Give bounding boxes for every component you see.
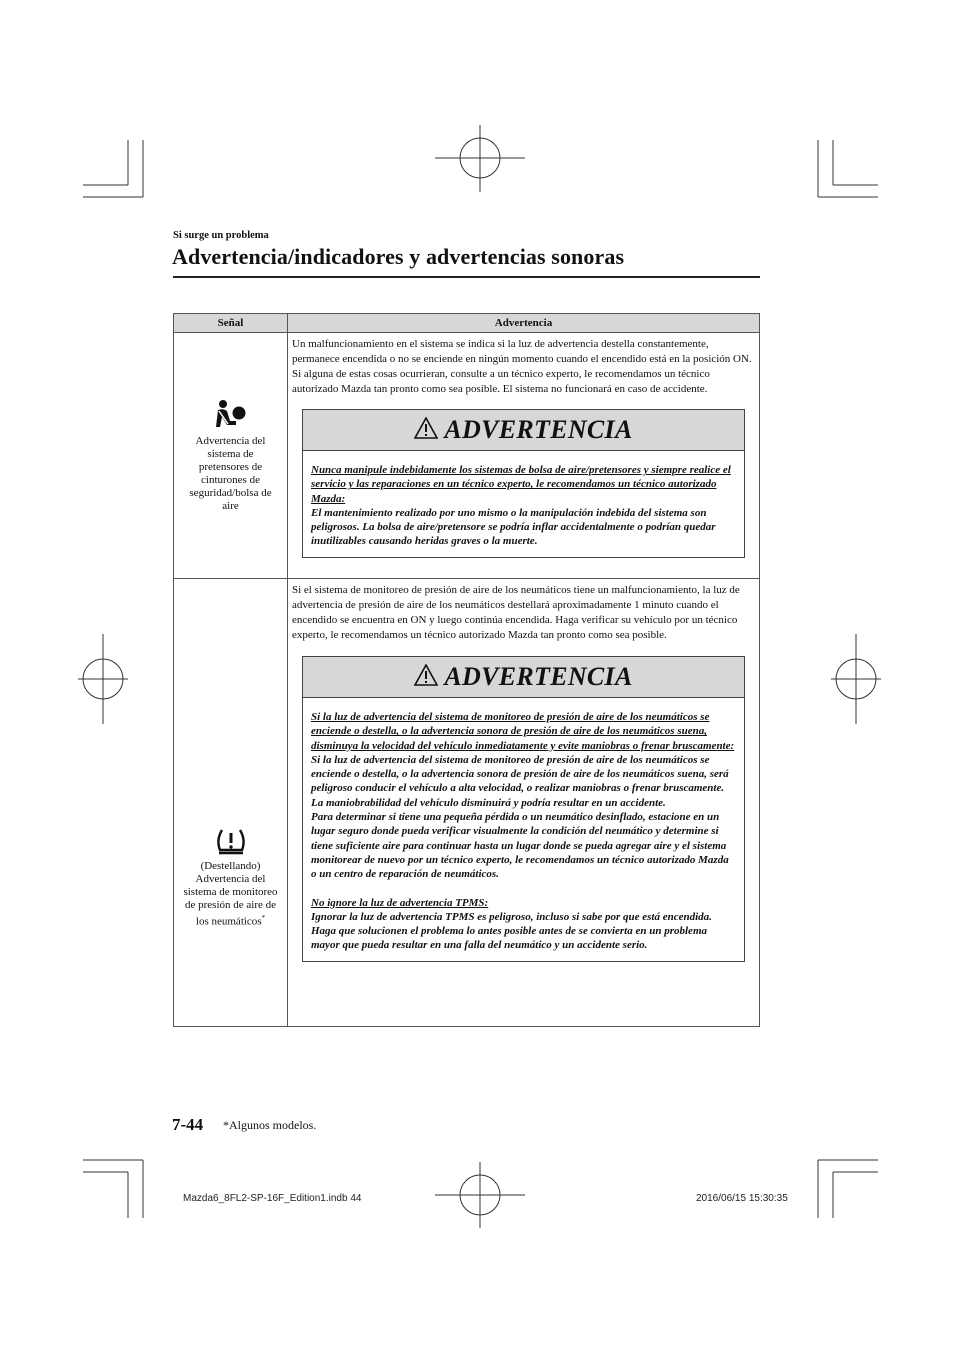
footnote: *Algunos modelos. xyxy=(223,1118,317,1132)
warning-box xyxy=(302,656,745,962)
footnote-marker: * xyxy=(261,914,266,923)
signal-state: (Destellando) xyxy=(200,860,261,873)
page-title: Advertencia/indicadores y advertencias sonoras xyxy=(172,244,625,269)
signal-cell xyxy=(174,579,288,1027)
warning-header xyxy=(303,410,744,451)
warning-underlined-text: No ignore la luz de advertencia TPMS: xyxy=(311,896,489,909)
print-date: 2016/06/15 15:30:35 xyxy=(696,1193,788,1204)
print-file-info: Mazda6_8FL2-SP-16F_Edition1.indb 44 xyxy=(183,1193,362,1204)
description-cell xyxy=(288,579,760,1027)
description-cell xyxy=(288,333,760,579)
warning-body xyxy=(303,451,744,557)
signal-caption: Advertencia del sistema de pretensores de cinturones de seguridad/bolsa de aire xyxy=(189,434,272,512)
section-label: Si surge un problema xyxy=(173,230,269,241)
warning-text: El mantenimiento realizado por uno mismo o la manipulación indebida del sistema son peligrosos. La bolsa de aire/pretensore se podría inflar accidentalmente o podrían quedar inutilizables causando heridas graves o la muerte. xyxy=(311,506,716,548)
table-header-row xyxy=(174,314,760,333)
title-rule xyxy=(173,276,760,278)
warning-triangle-icon xyxy=(414,664,438,691)
column-header-signal: Señal xyxy=(174,314,288,333)
tire-pressure-warning-icon xyxy=(214,826,248,856)
warning-triangle-icon xyxy=(414,417,438,444)
signal-caption: Advertencia del sistema de monitoreo de presión de aire de los neumáticos xyxy=(183,873,278,928)
airbag-seatbelt-warning-icon xyxy=(214,399,248,431)
warning-box xyxy=(302,409,745,558)
warning-table xyxy=(173,313,760,1027)
warning-text: Si la luz de advertencia del sistema de monitoreo de presión de aire de los neumáticos se enciende o destella, o la advertencia sonora de presión de aire de los neumáticos suena, será peligroso conducir el vehículo a alta velocidad, o realizar maniobras o frenar bruscamente. La maniobrabilidad del vehículo disminuirá y podría resultar en un accidente. xyxy=(311,753,729,809)
description-text: Si el sistema de monitoreo de presión de aire de los neumáticos tiene un malfuncionamiento, la luz de advertencia de presión de aire de los neumáticos destellará aproximadamente 1 minuto cuando el encendido se encuentra en ON y luego continúa encendida. Haga verificar su vehículo por un técnico experto, le recomendamos un técnico autorizado Mazda tan pronto como sea posible. xyxy=(292,584,740,641)
table-row xyxy=(174,333,760,579)
signal-cell xyxy=(174,333,288,579)
warning-body xyxy=(303,698,744,961)
signal-caption-wrap xyxy=(178,873,283,929)
warning-underlined-text: Si la luz de advertencia del sistema de monitoreo de presión de aire de los neumáticos se enciende o destella, o la advertencia sonora de presión de aire de los neumáticos suena, disminuya la velocidad del vehículo inmediatamente y evite maniobras o frenar bruscamente: xyxy=(311,711,735,752)
warning-underlined-text: Nunca manipule indebidamente los sistemas de bolsa de aire/pretensores y siempre realice el servicio y las reparaciones en un técnico experto, le recomendamos un técnico autorizado Mazda: xyxy=(311,464,731,505)
warning-title: ADVERTENCIA xyxy=(444,415,633,444)
table-row xyxy=(174,579,760,1027)
warning-text: Para determinar si tiene una pequeña pérdida o un neumático desinflado, estacione en un lugar seguro donde pueda verificar visualmente la condición del neumático y determine si tiene suficiente aire para continuar hasta un lugar donde se pueda agregar aire y el sistema monitorear de nuevo por un técnico experto, le recomendamos un técnico autorizado Mazda o un centro de reparación de neumáticos. xyxy=(311,811,729,881)
column-header-warning: Advertencia xyxy=(288,314,760,333)
page-number: 7-44 xyxy=(172,1115,204,1134)
paragraph-gap xyxy=(311,882,736,896)
warning-title: ADVERTENCIA xyxy=(444,662,633,691)
warning-text: Ignorar la luz de advertencia TPMS es peligroso, incluso si sabe por que está encendida. Haga que solucionen el problema lo antes posible antes de se convierta en un problema mayor que pueda resultar en una falla del neumático y un accidente serio. xyxy=(311,910,712,952)
warning-header xyxy=(303,657,744,698)
description-text: Un malfuncionamiento en el sistema se indica si la luz de advertencia destella constantemente, permanece encendida o no se enciende en ningún momento cuando el encendido está en la posición ON. Si alguna de estas cosas ocurrieran, consulte a un técnico experto, le recomendamos un técnico autorizado Mazda tan pronto como sea posible. El sistema no funcionará en caso de accidente. xyxy=(292,338,752,395)
